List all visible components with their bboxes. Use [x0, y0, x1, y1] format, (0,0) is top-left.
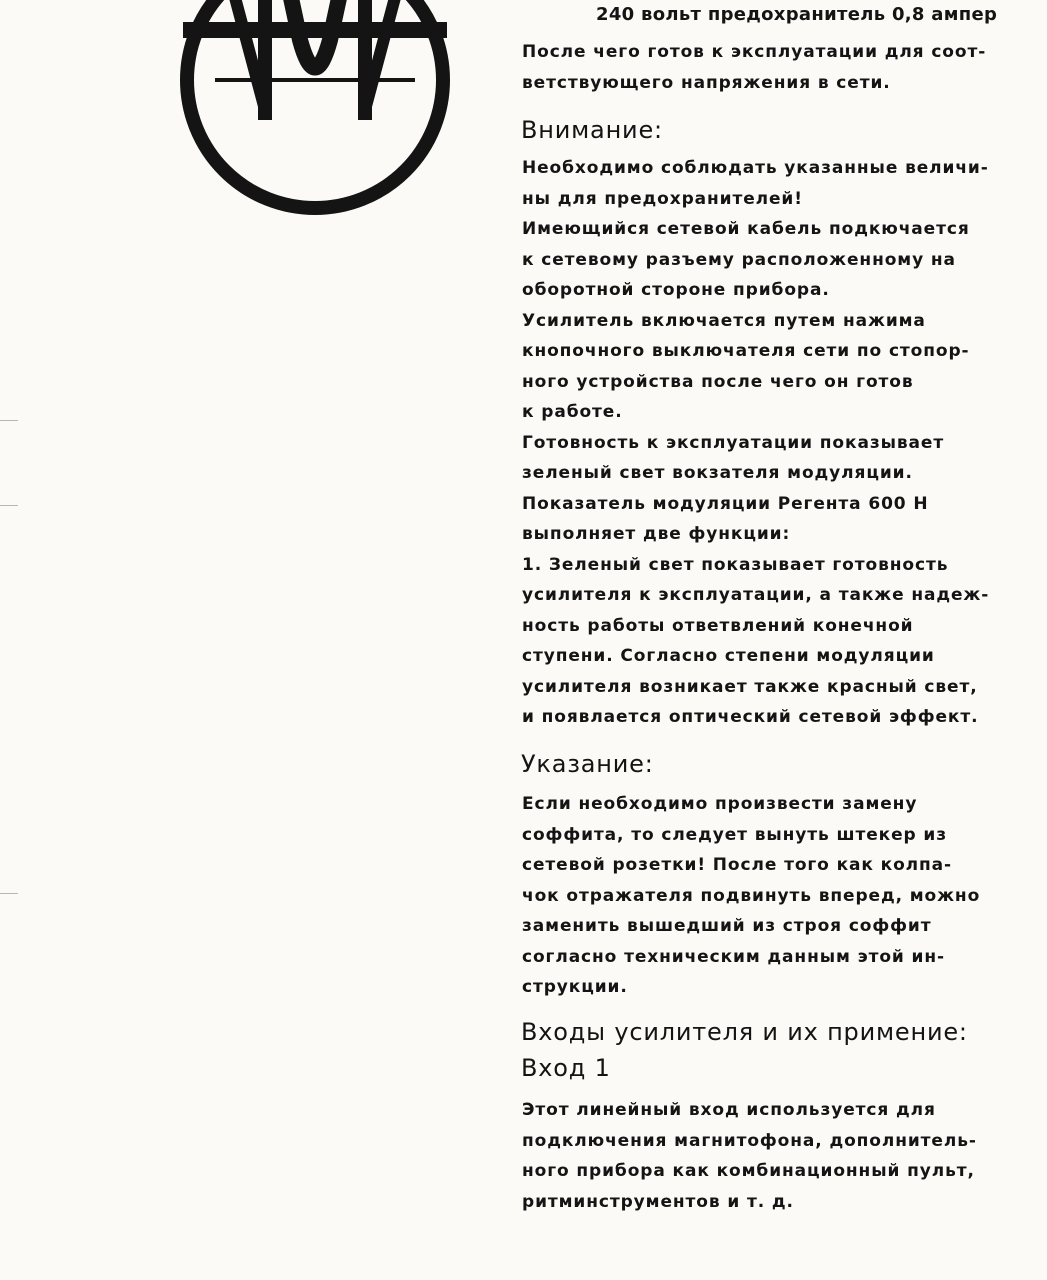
text-line: подключения магнитофона, дополнитель-: [522, 1130, 977, 1151]
text-line: усилителя к эксплуатации, а также надеж-: [522, 585, 990, 605]
text-line: ны для предохранителей!: [522, 188, 803, 209]
attention-paragraph: [522, 153, 989, 733]
text-line: заменить вышедший из строя соффит: [522, 916, 932, 936]
intro-paragraph: [522, 37, 986, 98]
paper-crease-mark: [0, 893, 18, 894]
text-line: ность работы ответвлений конечной: [522, 615, 914, 636]
text-line: и появлается оптический сетевой эффект.: [522, 707, 979, 727]
text-line: зеленый свет вокзателя модуляции.: [522, 463, 913, 483]
globe-wave-logo-icon: [165, 0, 465, 230]
note-paragraph: [522, 789, 980, 1003]
text-line: к работе.: [522, 402, 623, 422]
text-line: струкции.: [522, 977, 628, 997]
text-line: ступени. Согласно степени модуляции: [522, 646, 935, 666]
text-line: чок отражателя подвинуть вперед, можно: [522, 885, 981, 906]
text-line: к сетевому разъему расположенному на: [522, 249, 956, 270]
text-line: Усилитель включается путем нажима: [522, 310, 926, 331]
heading-amplifier-inputs: Входы усилителя и их примение:: [521, 1018, 968, 1046]
text-line: усилителя возникает также красный свет,: [522, 676, 978, 697]
text-line: Имеющийся сетевой кабель подкючается: [522, 219, 970, 239]
heading-note: Указание:: [521, 750, 654, 778]
text-line: 1. Зеленый свет показывает готовность: [522, 554, 949, 575]
input1-paragraph: [522, 1095, 977, 1217]
text-line: кнопочного выключателя сети по стопор-: [522, 341, 970, 361]
fuse-spec-line: 240 вольт предохранитель 0,8 ампер: [596, 4, 998, 25]
heading-attention: Внимание:: [521, 116, 663, 144]
text-line: Этот линейный вход используется для: [522, 1100, 936, 1120]
text-line: ритминструментов и т. д.: [522, 1191, 794, 1212]
text-line: Показатель модуляции Регента 600 Н: [522, 493, 929, 514]
text-line: согласно техническим данным этой ин-: [522, 946, 945, 967]
text-line: выполняет две функции:: [522, 524, 791, 544]
text-line: Необходимо соблюдать указанные величи-: [522, 158, 989, 178]
paper-crease-mark: [0, 505, 18, 506]
text-line: ного устройства после чего он готов: [522, 371, 914, 392]
text-line: ветствующего напряжения в сети.: [522, 72, 891, 93]
text-line: После чего готов к эксплуатации для соот-: [522, 42, 987, 62]
paper-crease-mark: [0, 420, 18, 421]
heading-input-1: Вход 1: [521, 1054, 611, 1082]
text-line: Готовность к эксплуатации показывает: [522, 432, 945, 453]
text-line: сетевой розетки! После того как колпа-: [522, 855, 952, 875]
text-line: оборотной стороне прибора.: [522, 280, 830, 300]
text-line: соффита, то следует вынуть штекер из: [522, 824, 947, 845]
text-line: ного прибора как комбинационный пульт,: [522, 1161, 975, 1181]
text-line: Если необходимо произвести замену: [522, 794, 918, 814]
